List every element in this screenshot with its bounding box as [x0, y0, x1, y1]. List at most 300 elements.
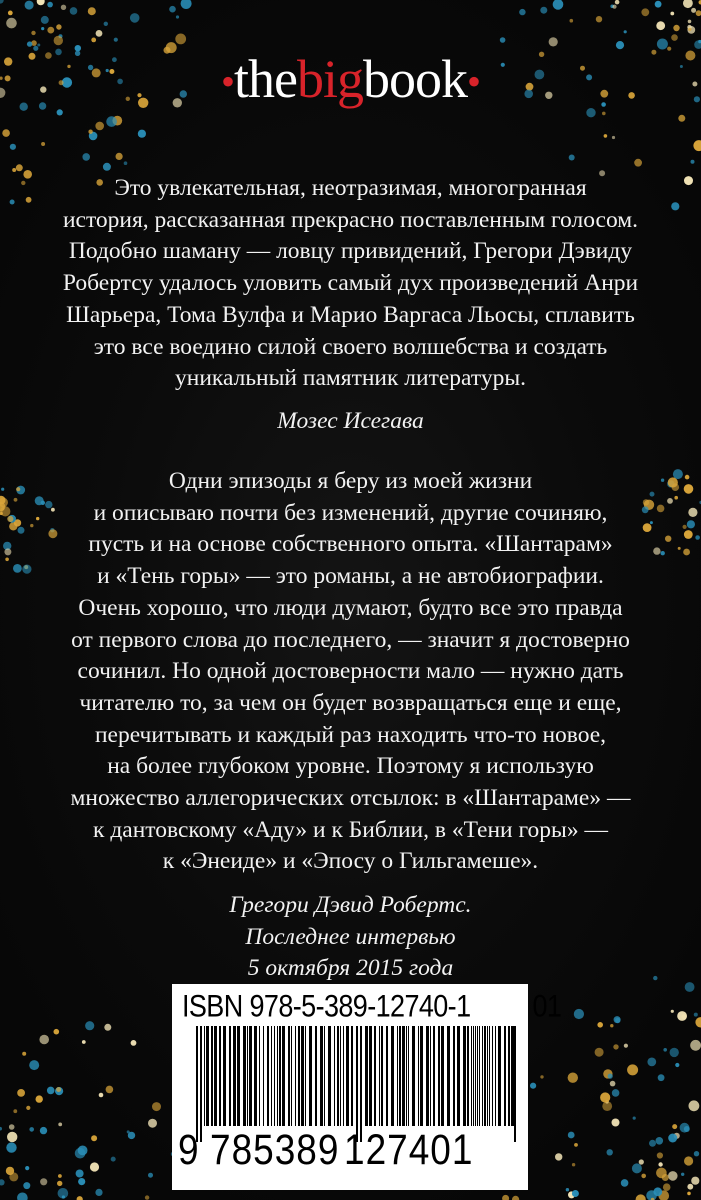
- jewel-bead: [9, 1124, 15, 1130]
- jewel-bead: [610, 1081, 616, 1087]
- jewel-bead: [684, 530, 693, 539]
- jewel-bead: [13, 1109, 17, 1113]
- barcode-bar: [482, 1026, 483, 1126]
- barcode-bar: [438, 1026, 440, 1126]
- jewel-bead: [41, 27, 44, 30]
- jewel-bead: [152, 1102, 161, 1111]
- jewel-bead: [500, 37, 506, 43]
- jewel-bead: [595, 1048, 604, 1057]
- jewel-bead: [17, 1089, 25, 1097]
- barcode-bar: [399, 1026, 401, 1126]
- barcode-bar: [223, 1026, 226, 1126]
- barcode-bar: [343, 1026, 344, 1126]
- jewel-bead: [33, 46, 38, 51]
- barcode-bar: [420, 1026, 423, 1126]
- jewel-bead: [6, 1167, 14, 1175]
- barcode-guard-bar: [360, 1026, 362, 1142]
- jewel-bead: [683, 549, 690, 556]
- quote-line: множество аллегорических отсылок: в «Шантараме» —: [70, 785, 631, 812]
- jewel-bead: [691, 160, 695, 164]
- barcode-bar: [324, 1026, 325, 1126]
- jewel-bead: [677, 1011, 687, 1021]
- jewel-bead: [116, 153, 123, 160]
- jewel-bead: [687, 1192, 691, 1196]
- jewel-bead: [41, 16, 49, 24]
- barcode-bar: [379, 1026, 380, 1126]
- jewel-bead: [695, 1017, 701, 1027]
- quote-line: пусть и на основе собственного опыта. «Шантарам»: [88, 531, 613, 558]
- jewel-bead: [685, 475, 690, 480]
- isbn-barcode: [172, 984, 562, 1190]
- jewel-bead: [667, 47, 671, 51]
- jewel-bead: [131, 1040, 137, 1046]
- jewel-bead: [671, 1010, 674, 1013]
- barcode-bar: [351, 1026, 353, 1126]
- jewel-bead: [502, 1195, 509, 1200]
- jewel-bead: [695, 535, 700, 540]
- jewel-bead: [61, 5, 66, 10]
- barcode-bar: [397, 1026, 398, 1126]
- quote-line: Шарьера, Тома Вулфа и Марио Варгаса Льосы, сплавить: [66, 301, 635, 328]
- jewel-bead: [7, 516, 13, 522]
- barcode-bar: [447, 1026, 450, 1126]
- barcode-bar: [386, 1026, 388, 1126]
- jewel-bead: [0, 1127, 2, 1131]
- jewel-bead: [608, 1074, 613, 1079]
- barcode-bar: [249, 1026, 252, 1126]
- jewel-bead: [656, 1168, 667, 1179]
- barcode-bar: [426, 1026, 429, 1126]
- barcode-bar: [295, 1026, 296, 1126]
- barcode-bar: [365, 1026, 368, 1126]
- jewel-bead: [22, 1052, 26, 1056]
- attribution-line: 5 октября 2015 года: [247, 955, 454, 982]
- jewel-bead: [696, 10, 701, 16]
- jewel-bead: [671, 202, 679, 210]
- jewel-bead: [47, 27, 54, 34]
- jewel-bead: [12, 168, 16, 172]
- jewel-bead: [633, 1117, 636, 1120]
- barcode-bar: [471, 1026, 472, 1126]
- jewel-bead: [85, 1021, 94, 1030]
- jewel-bead: [694, 1151, 699, 1156]
- jewel-bead: [23, 170, 32, 179]
- jewel-bead: [4, 548, 11, 555]
- jewel-bead: [656, 21, 665, 30]
- jewel-bead: [688, 508, 697, 517]
- jewel-bead: [657, 39, 668, 50]
- barcode-bar: [282, 1026, 285, 1126]
- author-quote: [40, 466, 661, 878]
- jewel-bead: [673, 469, 683, 479]
- jewel-bead: [91, 1135, 97, 1141]
- jewel-bead: [636, 1194, 646, 1200]
- jewel-bead: [30, 524, 33, 527]
- jewel-bead: [555, 1153, 562, 1160]
- jewel-bead: [613, 1044, 618, 1049]
- barcode-bar: [457, 1026, 460, 1126]
- jewel-bead: [111, 1157, 116, 1162]
- barcode-bar: [320, 1026, 323, 1126]
- logo-dot-left: •: [220, 59, 234, 104]
- jewel-bead: [70, 7, 78, 15]
- jewel-bead: [600, 1092, 610, 1102]
- jewel-bead: [624, 30, 627, 33]
- jewel-bead: [597, 1022, 603, 1028]
- jewel-bead: [26, 197, 32, 203]
- barcode-digits-left: 785389: [210, 1126, 340, 1174]
- barcode-bar: [259, 1026, 260, 1126]
- jewel-bead: [680, 1123, 690, 1133]
- jewel-bead: [612, 136, 615, 139]
- barcode-bar: [479, 1026, 480, 1126]
- quote-line: это все воедино силой своего волшебства и создать: [93, 333, 608, 360]
- barcode-bar: [315, 1026, 317, 1126]
- jewel-bead: [574, 1009, 584, 1019]
- barcode-bar: [412, 1026, 415, 1126]
- jewel-bead: [602, 112, 606, 116]
- jewel-bead: [678, 547, 681, 550]
- barcode-bar: [328, 1026, 331, 1126]
- review-author: [0, 406, 701, 438]
- jewel-bead: [596, 16, 602, 22]
- attribution-line: Последнее интервью: [245, 923, 456, 950]
- jewel-bead: [665, 536, 671, 542]
- jewel-bead: [553, 0, 564, 10]
- jewel-bead: [78, 1146, 88, 1156]
- jewel-bead: [90, 1162, 99, 1171]
- barcode-bar: [408, 1026, 409, 1126]
- jewel-bead: [40, 1178, 47, 1185]
- jewel-bead: [47, 1087, 55, 1095]
- barcode-bar: [489, 1026, 490, 1126]
- jewel-bead: [693, 140, 701, 151]
- jewel-bead: [103, 163, 111, 171]
- jewel-bead: [25, 1166, 29, 1170]
- barcode-bar: [243, 1026, 246, 1126]
- barcode-bar: [206, 1026, 209, 1126]
- quote-attribution: [0, 890, 701, 985]
- jewel-bead: [14, 498, 18, 502]
- jewel-bead: [29, 1127, 34, 1132]
- barcode-bar: [495, 1026, 496, 1126]
- jewel-bead: [672, 1124, 677, 1129]
- barcode-bar: [274, 1026, 275, 1126]
- review-quote: [40, 173, 661, 395]
- jewel-bead: [16, 487, 20, 491]
- jewel-bead: [639, 1159, 644, 1164]
- barcode-bar: [473, 1026, 474, 1126]
- jewel-bead: [570, 19, 574, 23]
- jewel-bead: [672, 483, 680, 491]
- jewel-bead: [13, 564, 22, 573]
- jewel-bead: [27, 41, 32, 46]
- jewel-bead: [530, 1083, 536, 1089]
- jewel-bead: [661, 479, 664, 482]
- jewel-bead: [36, 1095, 43, 1102]
- jewel-bead: [641, 8, 649, 16]
- barcode-bar: [504, 1026, 506, 1126]
- jewel-bead: [181, 0, 192, 9]
- jewel-bead: [25, 1, 34, 10]
- jewel-bead: [667, 498, 673, 504]
- jewel-bead: [57, 109, 63, 115]
- jewel-bead: [82, 1040, 86, 1044]
- quote-line: уникальный памятник литературы.: [175, 365, 526, 392]
- jewel-bead: [95, 1189, 102, 1196]
- jewel-bead: [26, 1106, 30, 1110]
- logo-big: big: [296, 49, 363, 109]
- jewel-bead: [169, 6, 176, 13]
- jewel-bead: [566, 1188, 569, 1191]
- barcode-bar: [219, 1026, 221, 1126]
- jewel-bead: [37, 0, 45, 5]
- jewel-bead: [658, 1074, 665, 1081]
- jewel-bead: [75, 45, 81, 51]
- barcode-bar: [374, 1026, 376, 1126]
- jewel-bead: [21, 181, 25, 185]
- barcode-bar: [271, 1026, 272, 1126]
- barcode-bar: [309, 1026, 312, 1126]
- jewel-bead: [641, 1174, 646, 1179]
- quote-line: Очень хорошо, что люди думают, будто все это правда: [78, 594, 623, 621]
- jewel-bead: [649, 1140, 656, 1147]
- jewel-bead: [62, 1195, 65, 1198]
- barcode-bar: [477, 1026, 478, 1126]
- jewel-bead: [57, 1181, 62, 1186]
- jewel-bead: [17, 1193, 28, 1200]
- barcode-bar: [391, 1026, 394, 1126]
- jewel-bead: [612, 5, 616, 9]
- barcode-bar: [277, 1026, 278, 1126]
- jewel-bead: [22, 565, 31, 574]
- jewel-bead: [655, 1, 662, 8]
- jewel-bead: [130, 13, 140, 23]
- jewel-bead: [683, 0, 693, 8]
- jewel-bead: [540, 1075, 543, 1078]
- barcode-bar: [492, 1026, 493, 1126]
- jewel-bead: [8, 11, 13, 16]
- logo-dot-right: •: [467, 59, 481, 104]
- jewel-bead: [0, 1179, 5, 1185]
- quote-line: Одни эпизоды я беру из моей жизни: [168, 468, 533, 494]
- jewel-bead: [684, 176, 693, 185]
- jewel-bead: [138, 130, 146, 138]
- jewel-bead: [91, 38, 96, 43]
- jewel-bead: [540, 7, 547, 14]
- jewel-bead: [58, 1123, 62, 1127]
- jewel-bead: [690, 1040, 701, 1051]
- logo-the: the: [234, 49, 297, 109]
- quote-line: Подобно шаману — ловцу привидений, Грегори Дэвиду: [68, 238, 633, 265]
- jewel-bead: [671, 34, 678, 41]
- jewel-bead: [684, 1156, 693, 1165]
- jewel-bead: [694, 1013, 698, 1017]
- jewel-bead: [95, 122, 104, 131]
- jewel-bead: [663, 1183, 671, 1191]
- barcode-digits-right: 127401: [344, 1126, 474, 1174]
- quote-line: Робертсу удалось уловить самый дух произведений Анри: [62, 270, 639, 297]
- jewel-bead: [634, 159, 642, 167]
- barcode-bar: [441, 1026, 444, 1126]
- jewel-bead: [689, 1100, 700, 1111]
- barcode-bar: [305, 1026, 306, 1126]
- jewel-bead: [604, 134, 608, 138]
- quote-line: история, рассказанная прекрасно поставленным голосом.: [62, 206, 639, 233]
- jewel-bead: [675, 1063, 679, 1067]
- barcode-guard-bar: [196, 1026, 198, 1142]
- barcode-bar: [463, 1026, 466, 1126]
- jewel-bead: [691, 8, 696, 13]
- barcode-bar: [433, 1026, 435, 1126]
- jewel-bead: [647, 1058, 656, 1067]
- isbn-label: [182, 988, 561, 1025]
- jewel-bead: [128, 1132, 135, 1139]
- jewel-bead: [31, 31, 35, 35]
- quote-line: Это увлекательная, неотразимая, многогранная: [114, 175, 587, 201]
- barcode-bar: [214, 1026, 217, 1126]
- jewel-bead: [0, 0, 4, 4]
- jewel-bead: [674, 496, 678, 500]
- jewel-bead: [106, 1086, 114, 1094]
- publisher-logo: [0, 49, 701, 109]
- jewel-bead: [519, 9, 525, 15]
- jewel-bead: [661, 551, 665, 555]
- jewel-bead: [106, 116, 117, 127]
- barcode-bar: [453, 1026, 455, 1126]
- barcode-guard-bar: [200, 1026, 202, 1142]
- jewel-bead: [40, 1127, 47, 1134]
- quote-line: и описываю почти без изменений, другие сочиняю,: [93, 499, 608, 526]
- jewel-bead: [691, 1177, 699, 1185]
- jewel-bead: [612, 1119, 620, 1127]
- jewel-bead: [56, 24, 61, 29]
- quote-line: и «Тень горы» — это романы, а не автобиографии.: [97, 563, 604, 590]
- jewel-bead: [687, 1184, 693, 1190]
- jewel-bead: [148, 1173, 153, 1178]
- jewel-bead: [18, 527, 25, 534]
- jewel-bead: [10, 144, 16, 150]
- jewel-bead: [47, 2, 53, 8]
- jewel-bead: [99, 1093, 104, 1098]
- barcode-bar: [498, 1026, 501, 1126]
- jewel-bead: [610, 1024, 613, 1027]
- barcode-bar: [340, 1026, 341, 1126]
- jewel-bead: [39, 1035, 49, 1045]
- jewel-bead: [586, 108, 595, 117]
- barcode-bar: [298, 1026, 300, 1126]
- jewel-bead: [104, 22, 108, 26]
- jewel-bead: [681, 1173, 684, 1176]
- jewel-bead: [114, 38, 118, 42]
- barcode-bar: [229, 1026, 231, 1126]
- isbn-addon: 01: [532, 988, 562, 1024]
- jewel-bead: [1, 488, 4, 491]
- jewel-bead: [616, 41, 624, 49]
- jewel-bead: [657, 1152, 663, 1158]
- jewel-bead: [176, 15, 179, 18]
- barcode-bar: [254, 1026, 257, 1126]
- jewel-bead: [607, 1149, 613, 1155]
- jewel-bead: [76, 1170, 84, 1178]
- jewel-bead: [621, 1179, 629, 1187]
- jewel-bead: [653, 1187, 662, 1196]
- jewel-bead: [54, 36, 63, 45]
- barcode-bar: [204, 1026, 205, 1126]
- jewel-bead: [23, 1182, 30, 1189]
- quote-line: от первого слова до последнего, — значит я достоверно: [71, 626, 630, 653]
- quote-line: к дантовскому «Аду» и к Библии, в «Тени горы» —: [93, 816, 608, 843]
- jewel-bead: [615, 0, 620, 4]
- jewel-bead: [568, 1132, 575, 1139]
- jewel-bead: [41, 142, 45, 146]
- logo-book: book: [363, 49, 467, 109]
- jewel-bead: [569, 155, 575, 161]
- jewel-bead: [58, 1174, 62, 1178]
- isbn-number: ISBN 978-5-389-12740-1: [182, 988, 471, 1024]
- jewel-bead: [572, 1163, 575, 1166]
- barcode-bar: [467, 1026, 469, 1126]
- quote-line: к «Энеиде» и «Эпосу о Гильгамеше».: [162, 848, 539, 875]
- jewel-bead: [549, 37, 558, 46]
- barcode-bar: [291, 1026, 292, 1126]
- barcode-bar: [484, 1026, 486, 1126]
- jewel-bead: [104, 1024, 111, 1031]
- barcode-bar: [346, 1026, 349, 1126]
- jewel-bead: [124, 161, 128, 165]
- jewel-bead: [54, 1029, 60, 1035]
- barcode-guard-bar: [356, 1026, 358, 1142]
- barcode-bar: [402, 1026, 405, 1126]
- barcode-guard-bar: [514, 1026, 516, 1142]
- jewel-bead: [29, 1060, 39, 1070]
- barcode-bar: [247, 1026, 248, 1126]
- jewel-bead: [658, 1162, 662, 1166]
- jewel-bead: [36, 517, 39, 520]
- jewel-bead: [148, 1119, 157, 1128]
- barcode-bar: [487, 1026, 488, 1126]
- barcode-bar: [430, 1026, 431, 1126]
- jewel-bead: [673, 25, 679, 31]
- barcode-bar: [337, 1026, 339, 1126]
- jewel-bead: [175, 34, 186, 45]
- barcode-bar: [334, 1026, 335, 1126]
- jewel-bead: [678, 115, 685, 122]
- jewel-bead: [88, 7, 96, 15]
- jewel-bead: [624, 1044, 628, 1048]
- jewel-bead: [683, 525, 687, 529]
- jewel-bead: [512, 1196, 519, 1200]
- jewel-bead: [668, 1134, 677, 1143]
- barcode-bar: [381, 1026, 383, 1126]
- barcode-bar: [475, 1026, 476, 1126]
- jewel-bead: [6, 18, 17, 29]
- barcode-bar: [406, 1026, 407, 1126]
- barcode-bar: [263, 1026, 264, 1126]
- barcode-bar: [279, 1026, 281, 1126]
- jewel-bead: [687, 520, 695, 528]
- jewel-bead: [2, 129, 10, 137]
- barcode-bar: [508, 1026, 510, 1126]
- jewel-bead: [7, 1132, 17, 1142]
- quote-line: перечитывать и каждый раз находить что-то новое,: [94, 721, 607, 748]
- jewel-bead: [82, 153, 90, 161]
- jewel-bead: [627, 1064, 638, 1075]
- jewel-bead: [614, 1016, 621, 1023]
- jewel-bead: [88, 130, 92, 134]
- jewel-bead: [78, 1178, 85, 1185]
- barcode-bar: [288, 1026, 290, 1126]
